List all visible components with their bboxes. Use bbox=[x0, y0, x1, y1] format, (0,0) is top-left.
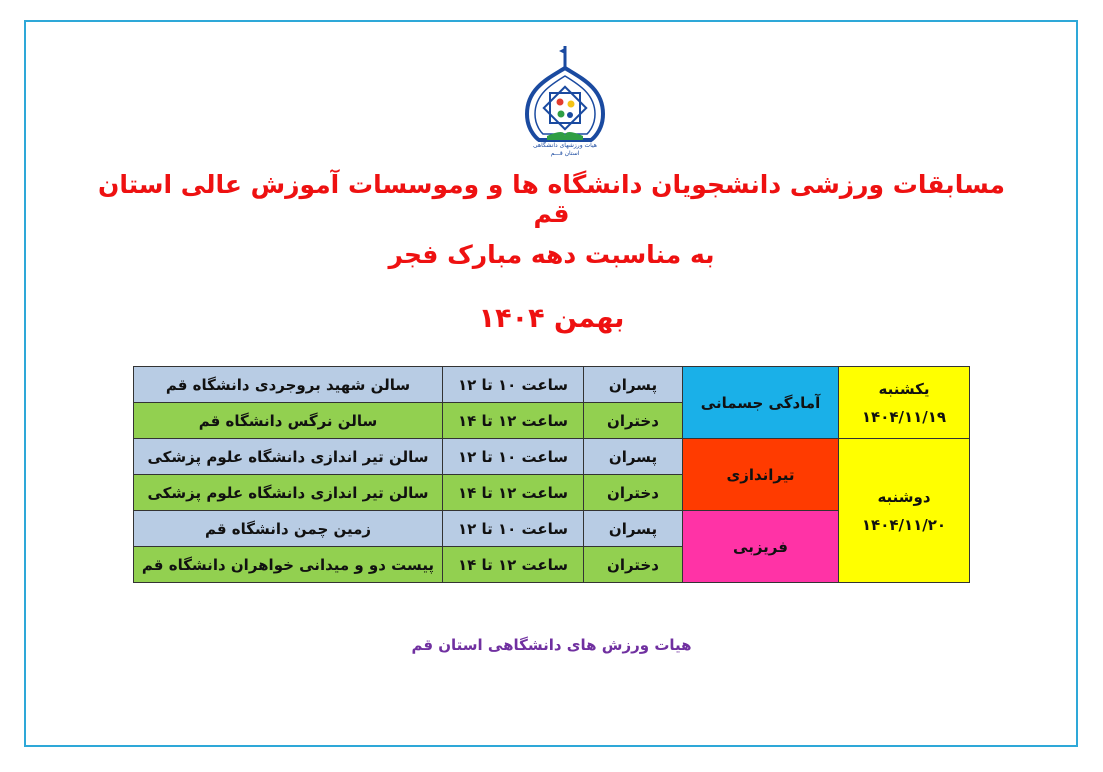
gender-cell: پسران bbox=[584, 439, 683, 475]
sport-cell-shooting: تیراندازی bbox=[683, 439, 839, 511]
venue-cell: پیست دو و میدانی خواهران دانشگاه قم bbox=[134, 547, 443, 583]
day-weekday: یکشنبه bbox=[878, 379, 930, 398]
table-row bbox=[134, 439, 970, 475]
day-cell-sunday bbox=[839, 367, 970, 439]
table-row bbox=[134, 367, 970, 403]
gender-cell: دختران bbox=[584, 475, 683, 511]
logo-caption-line2: استان قـــم bbox=[550, 150, 580, 157]
page-date-title: بهمن ۱۴۰۴ bbox=[478, 303, 625, 334]
day-date: ۱۴۰۴/۱۱/۲۰ bbox=[861, 515, 947, 534]
day-cell-monday bbox=[839, 439, 970, 583]
logo-caption-line1: هیات ورزشهای دانشگاهی bbox=[533, 142, 597, 149]
gender-cell: دختران bbox=[584, 547, 683, 583]
day-date: ۱۴۰۴/۱۱/۱۹ bbox=[861, 407, 947, 426]
time-cell: ساعت ۱۰ تا ۱۲ bbox=[443, 439, 584, 475]
venue-cell: سالن شهید بروجردی دانشگاه قم bbox=[134, 367, 443, 403]
page-subtitle: به مناسبت دهه مبارک فجر bbox=[388, 240, 715, 269]
footer-organization: هیات ورزش های دانشگاهی استان قم bbox=[411, 636, 692, 654]
venue-cell: سالن تیر اندازی دانشگاه علوم پزشکی bbox=[134, 439, 443, 475]
page-title: مسابقات ورزشی دانشجویان دانشگاه ها و وموسسات آموزش عالی استان قم bbox=[98, 170, 1005, 228]
time-cell: ساعت ۱۰ تا ۱۲ bbox=[443, 367, 584, 403]
day-weekday: دوشنبه bbox=[877, 487, 931, 506]
gender-cell: دختران bbox=[584, 403, 683, 439]
sport-cell-frisbee: فریزبی bbox=[683, 511, 839, 583]
gender-cell: پسران bbox=[584, 511, 683, 547]
venue-cell: زمین چمن دانشگاه قم bbox=[134, 511, 443, 547]
venue-cell: سالن نرگس دانشگاه قم bbox=[134, 403, 443, 439]
venue-cell: سالن تیر اندازی دانشگاه علوم پزشکی bbox=[134, 475, 443, 511]
time-cell: ساعت ۱۲ تا ۱۴ bbox=[443, 403, 584, 439]
time-cell: ساعت ۱۲ تا ۱۴ bbox=[443, 547, 584, 583]
logo-caption bbox=[527, 142, 603, 158]
sport-cell-fitness: آمادگی جسمانی bbox=[683, 367, 839, 439]
schedule-table bbox=[133, 366, 970, 583]
time-cell: ساعت ۱۲ تا ۱۴ bbox=[443, 475, 584, 511]
time-cell: ساعت ۱۰ تا ۱۲ bbox=[443, 511, 584, 547]
gender-cell: پسران bbox=[584, 367, 683, 403]
